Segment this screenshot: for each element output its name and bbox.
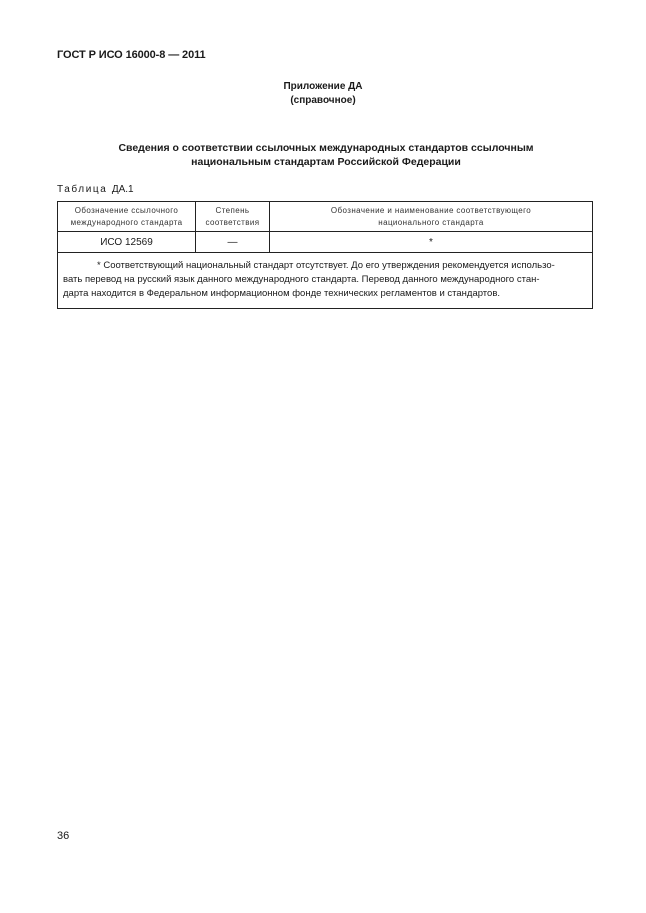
footnote-line: вать перевод на русский язык данного международного стандарта. Перевод данного международного стан- xyxy=(63,274,540,285)
document-header-standard-code: ГОСТ Р ИСО 16000-8 — 2011 xyxy=(57,49,206,61)
table-caption xyxy=(57,184,134,195)
column-header-line: соответствия xyxy=(205,217,260,227)
column-header-line: национального стандарта xyxy=(378,217,484,227)
table-row xyxy=(58,232,593,253)
section-heading xyxy=(60,141,592,169)
column-header-line: Степень xyxy=(215,205,250,215)
footnote-line: * Соответствующий национальный стандарт отсутствует. До его утверждения рекомендуется использо- xyxy=(97,260,555,271)
column-header-degree xyxy=(196,202,270,232)
appendix-label: Приложение ДА xyxy=(283,81,363,92)
column-header-line: международного стандарта xyxy=(70,217,183,227)
table-caption-number: ДА.1 xyxy=(111,184,134,195)
page-number: 36 xyxy=(57,830,70,842)
section-heading-line-1: Сведения о соответствии ссылочных международных стандартов ссылочным xyxy=(118,142,534,154)
column-header-line: Обозначение и наименование соответствующего xyxy=(330,205,532,215)
column-header-international-standard xyxy=(58,202,196,232)
table-caption-label: Таблица xyxy=(57,184,108,195)
section-heading-line-2: национальным стандартам Российской Федерации xyxy=(191,156,461,168)
table-footnote xyxy=(58,253,593,309)
column-header-line: Обозначение ссылочного xyxy=(74,205,179,215)
column-header-national-standard xyxy=(270,202,593,232)
appendix-title xyxy=(0,80,646,108)
appendix-type: (справочное) xyxy=(290,95,356,106)
cell-national-standard: * xyxy=(270,232,593,253)
table-header-row xyxy=(58,202,593,232)
footnote-line: дарта находится в Федеральном информационном фонде технических регламентов и стандартов. xyxy=(63,288,501,299)
cell-international-designation: ИСО 12569 xyxy=(58,232,196,253)
table-footnote-row xyxy=(58,253,593,309)
correspondence-table xyxy=(57,201,593,309)
cell-degree: — xyxy=(196,232,270,253)
